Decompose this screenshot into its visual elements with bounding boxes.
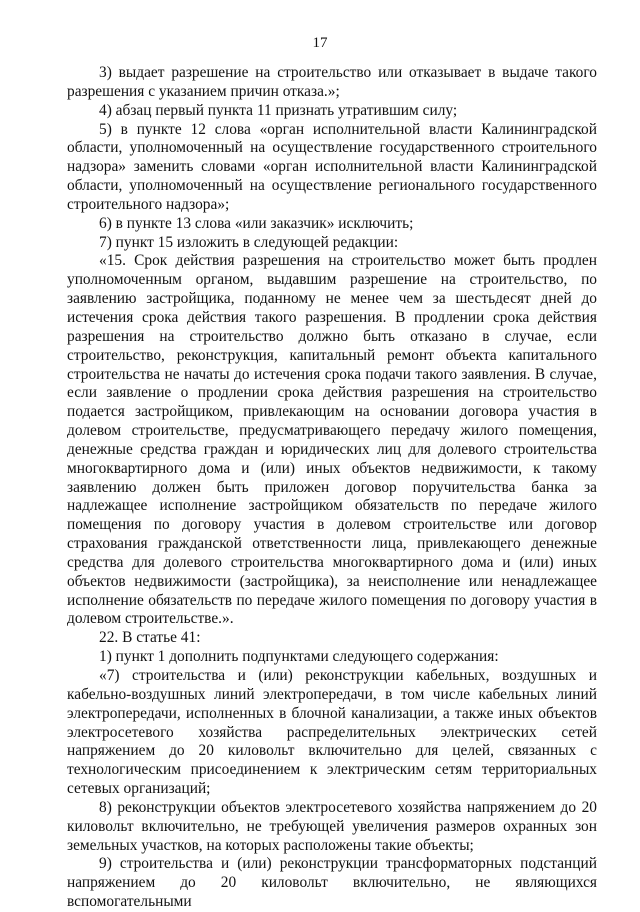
paragraph-subitem-7: «7) строительства и (или) реконструкции кабельных, воздушных и кабельно-воздушных линий электропередачи, в том числе кабельных линий электропередачи, исполненных в блочной канализации, а также иных объектов электросетевого хозяйства распределительных электрических сетей напряжением до 20 киловольт включительно для целей, связанных с технологическим присоединением к электрическим сетям территориальных сетевых организаций; (67, 667, 597, 798)
paragraph-item-15: «15. Срок действия разрешения на строительство может быть продлен уполномоченным органом, выдавшим разрешение на строительство, по заявлению застройщика, поданному не менее чем за шестьдесят дней до истечения срока действия такого разрешения. В продлении срока действия разрешения на строительство должно быть отказано в случае, если строительство, реконструкция, капитальный ремонт объекта капитального строительства не начаты до истечения срока подачи такого заявления. В случае, если заявление о продлении срока действия разрешения на строительство подается застройщиком, привлекающим на основании договора участия в долевом строительстве, предусматривающего передачу жилого помещения, денежные средства граждан и юридических лиц для долевого строительства многоквартирного дома и (или) иных объектов недвижимости, к такому заявлению должен быть приложен договор поручительства банка за надлежащее исполнение застройщиком обязательств по передаче жилого помещения по договору участия в долевом строительстве или договор страхования гражданской ответственности лица, привлекающего денежные средства для долевого строительства многоквартирного дома и (или) иных объектов недвижимости (застройщика), за неисполнение или ненадлежащее исполнение обязательств по передаче жилого помещения по договору участия в долевом строительстве.». (67, 252, 597, 628)
paragraph-subitem-8: 8) реконструкции объектов электросетевого хозяйства напряжением до 20 киловольт включительно, не требующей увеличения размеров охранных зон земельных участков, на которых расположены такие объекты; (67, 798, 597, 854)
paragraph-subitem-9: 9) строительства и (или) реконструкции трансформаторных подстанций напряжением до 20 киловольт включительно, не являющихся вспомогательными (67, 855, 597, 911)
paragraph-sub-5: 5) в пункте 12 слова «орган исполнительной власти Калининградской области, уполномоченный на осуществление государственного строительного надзора» заменить словами «орган исполнительной власти Калининградской области, уполномоченный на осуществление регионального государственного строительного надзора»; (67, 120, 597, 213)
document-body (67, 64, 597, 912)
paragraph-item-22: 22. В статье 41: (99, 629, 201, 647)
paragraph-sub-7: 7) пункт 15 изложить в следующей редакции: (99, 233, 399, 251)
paragraph-sub-4: 4) абзац первый пункта 11 признать утратившим силу; (99, 101, 458, 119)
page-number: 17 (312, 35, 328, 51)
paragraph-item-22-1: 1) пункт 1 дополнить подпунктами следующего содержания: (99, 648, 499, 666)
paragraph-sub-3: 3) выдает разрешение на строительство или отказывает в выдаче такого разрешения с указанием причин отказа.»; (67, 64, 597, 100)
paragraph-sub-6: 6) в пункте 13 слова «или заказчик» исключить; (99, 214, 414, 232)
